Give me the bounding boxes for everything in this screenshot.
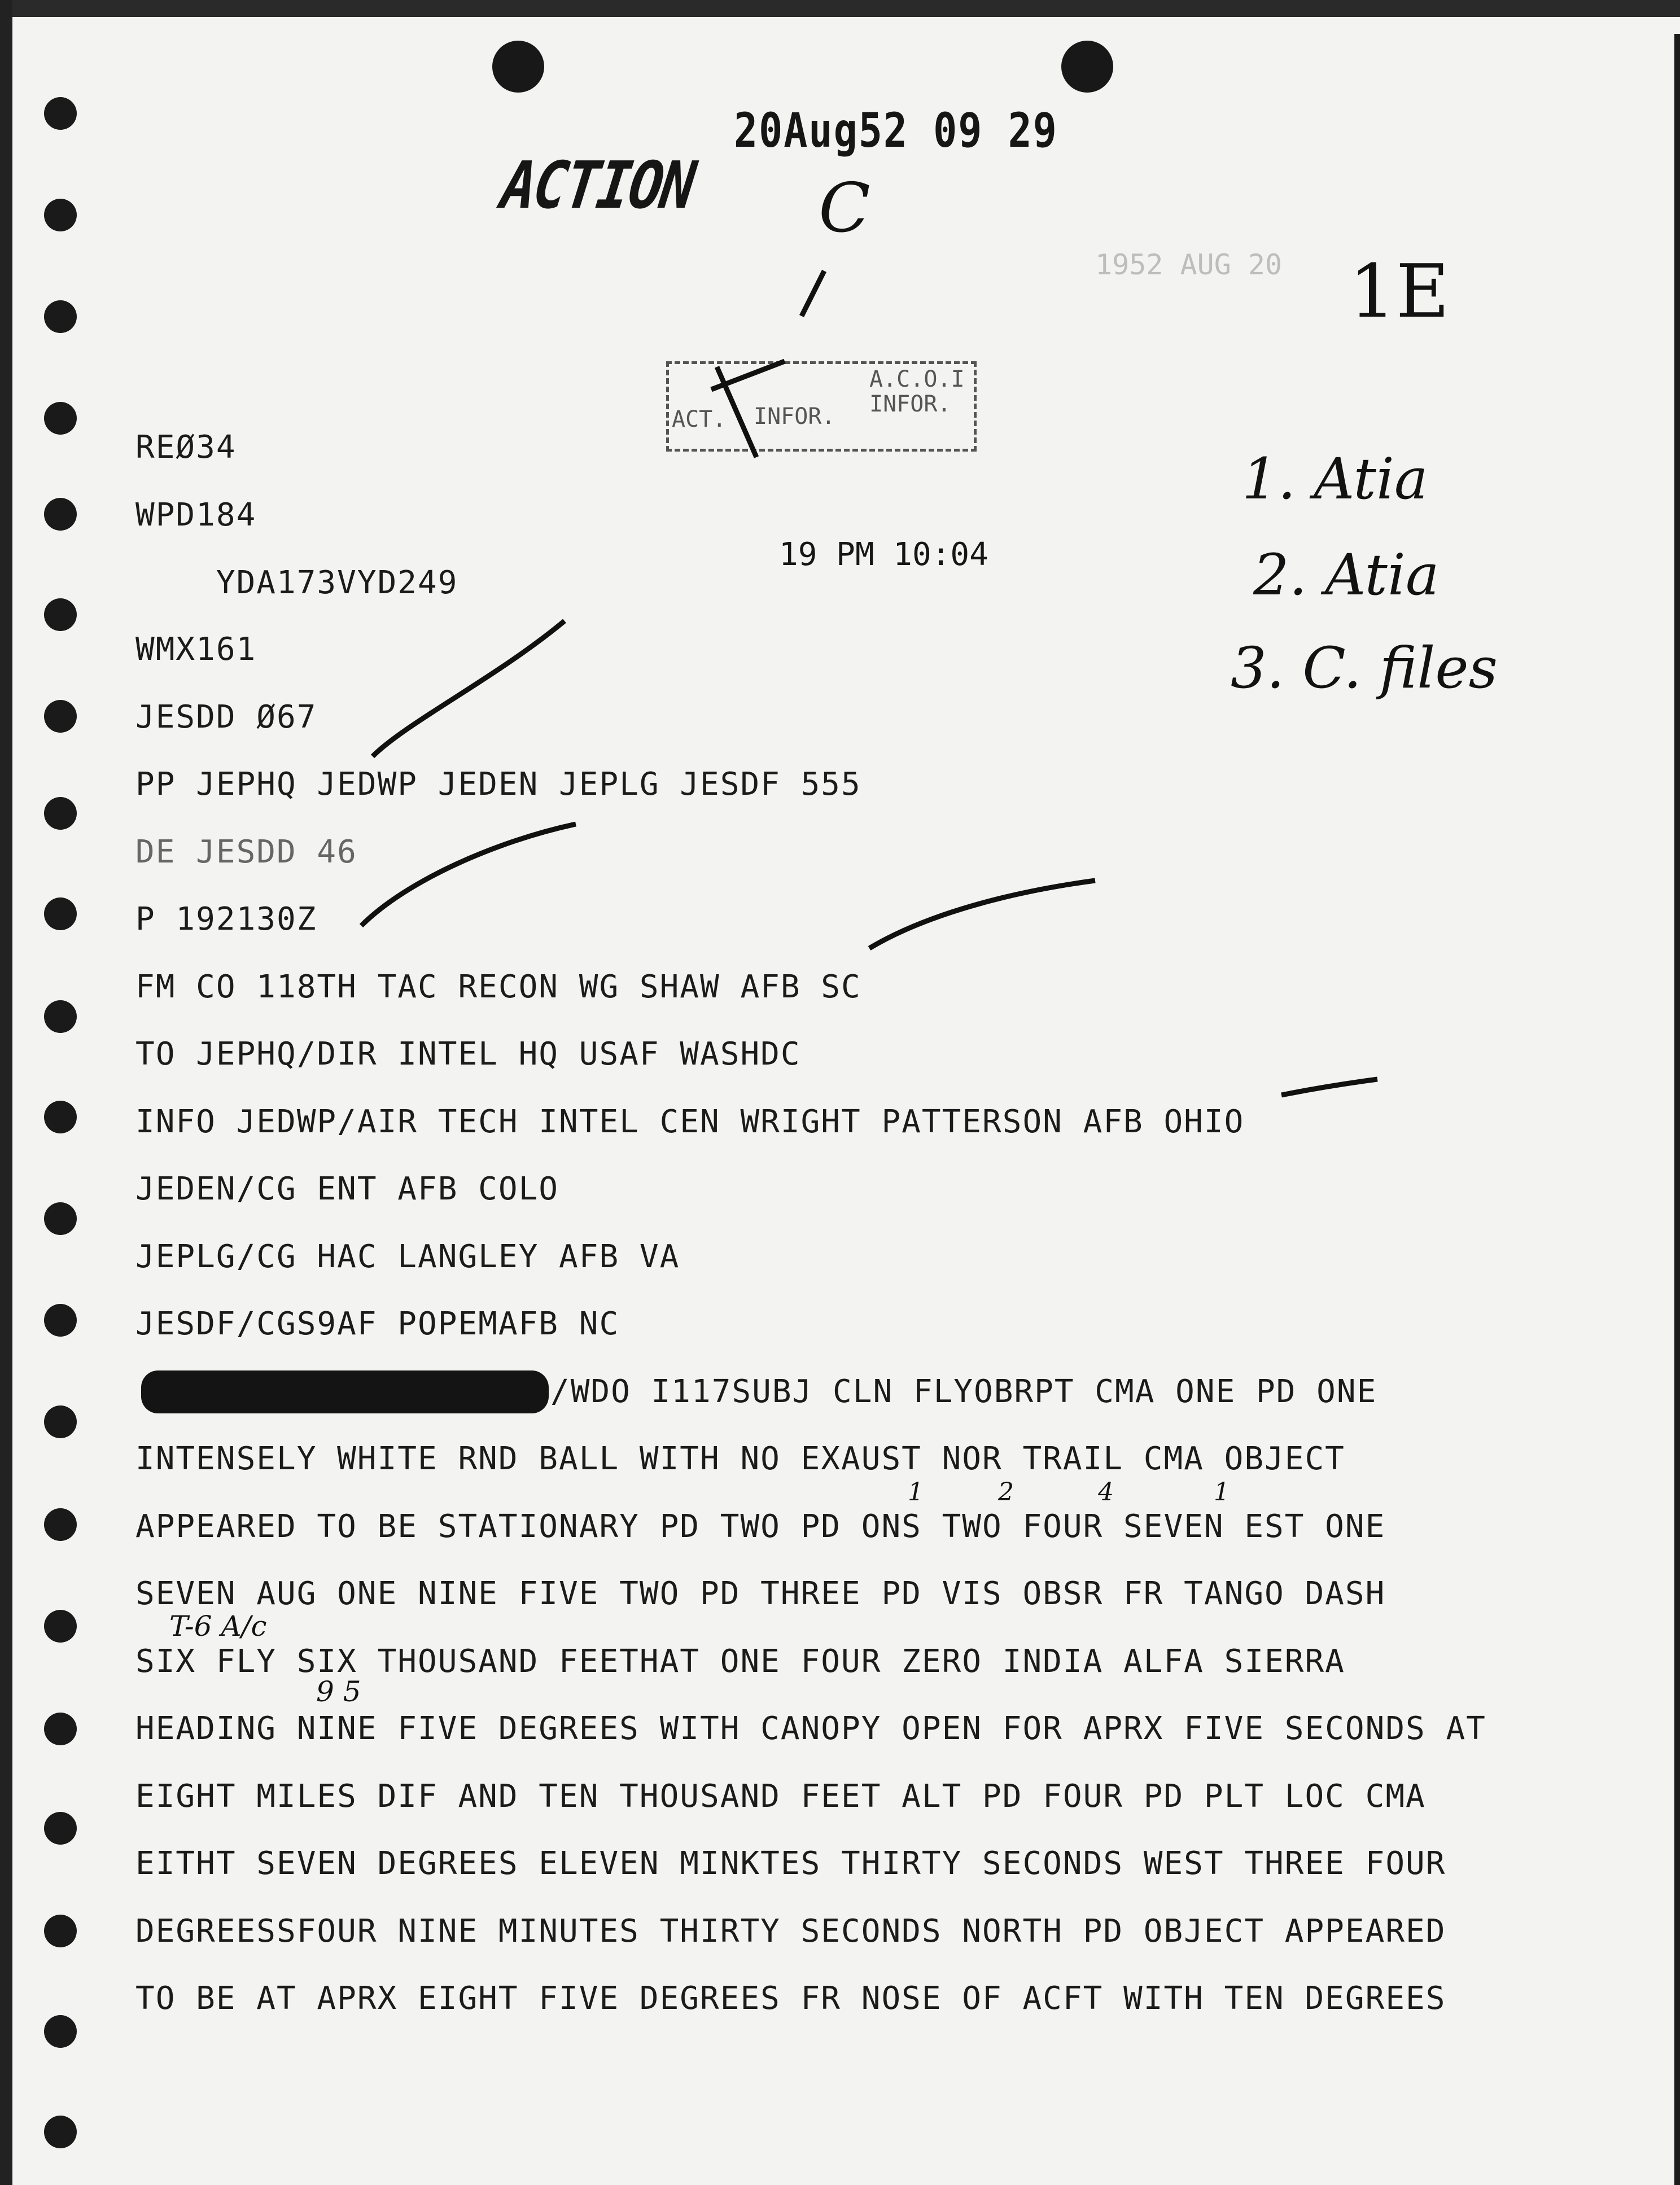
handwritten-note-1: 1. Atia [1242,446,1428,512]
pen-stroke-line [361,824,576,926]
faint-received-stamp: 1952 AUG 20 [1095,248,1283,281]
handwritten-digit: 1 [1214,1478,1230,1507]
pen-stroke-line [869,881,1095,948]
handwritten-aircraft-note: T-6 A/c [169,1610,267,1643]
message-line: REØ34 [135,429,237,466]
pen-stroke-line [1281,1079,1377,1095]
message-line: TO JEPHQ/DIR INTEL HQ USAF WASHDC [135,1036,801,1072]
message-line: INFO JEDWP/AIR TECH INTEL CEN WRIGHT PATTERSON AFB OHIO [135,1104,1245,1140]
handwritten-digit: 4 [1098,1478,1114,1507]
message-body-line: EITHT SEVEN DEGREES ELEVEN MINKTES THIRTY SECONDS WEST THREE FOUR [135,1845,1446,1882]
message-body-line: SIX FLY SIX THOUSAND FEETHAT ONE FOUR ZERO INDIA ALFA SIERRA [135,1643,1345,1680]
message-line: JEDEN/CG ENT AFB COLO [135,1171,559,1207]
message-body-line: EIGHT MILES DIF AND TEN THOUSAND FEET ALT PD FOUR PD PLT LOC CMA [135,1778,1426,1815]
message-line: FM CO 118TH TAC RECON WG SHAW AFB SC [135,969,861,1005]
handwritten-note-2: 2. Atia [1253,542,1440,608]
message-line: P 192130Z [135,901,317,938]
routing-label-infor: INFOR. [754,404,835,430]
handwritten-heading-digits: 9 5 [316,1675,361,1708]
date-time-stamp: 20Aug52 09 29 [734,102,1058,159]
message-body-line: SEVEN AUG ONE NINE FIVE TWO PD THREE PD VIS OBSR FR TANGO DASH [135,1575,1386,1612]
message-line: JESDF/CGS9AF POPEMAFB NC [135,1306,620,1342]
handwritten-digit: 1 [908,1478,924,1507]
message-line: YDA173VYD249 [135,564,458,601]
handwritten-file-mark: 1E [1349,248,1450,334]
message-body-line: APPEARED TO BE STATIONARY PD TWO PD ONS TWO FOUR SEVEN EST ONE [135,1508,1386,1545]
message-body-first-line: /WDO I117SUBJ CLN FLYOBRPT CMA ONE PD ONE [550,1373,1377,1410]
pen-stroke-line [373,621,565,756]
routing-label-acoi-infor: A.C.O.I INFOR. [869,366,965,417]
message-line: WMX161 [135,631,257,668]
message-line: JEPLG/CG HAC LANGLEY AFB VA [135,1238,680,1275]
handwritten-note-3: 3. C. files [1231,635,1498,701]
routing-label-act: ACT. [672,406,727,432]
message-line: PP JEPHQ JEDWP JEDEN JEPLG JESDF 555 [135,766,861,803]
message-body-line: TO BE AT APRX EIGHT FIVE DEGREES FR NOSE OF ACFT WITH TEN DEGREES [135,1980,1446,2017]
message-line: DE JESDD 46 [135,834,357,870]
message-line: WPD184 [135,497,257,533]
message-body-line: DEGREESSFOUR NINE MINUTES THIRTY SECONDS NORTH PD OBJECT APPEARED [135,1913,1446,1950]
received-time-stamp: 19 PM 10:04 [779,536,988,573]
handwritten-initials-mark [711,271,824,457]
message-line: JESDD Ø67 [135,699,317,735]
action-stamp: ACTION [497,147,698,224]
handwritten-digit: 2 [998,1478,1014,1507]
message-body-line: INTENSELY WHITE RND BALL WITH NO EXAUST NOR TRAIL CMA OBJECT [135,1440,1345,1477]
handwritten-action-mark: C [819,169,870,248]
message-body-line: HEADING NINE FIVE DEGREES WITH CANOPY OPEN FOR APRX FIVE SECONDS AT [135,1710,1486,1747]
